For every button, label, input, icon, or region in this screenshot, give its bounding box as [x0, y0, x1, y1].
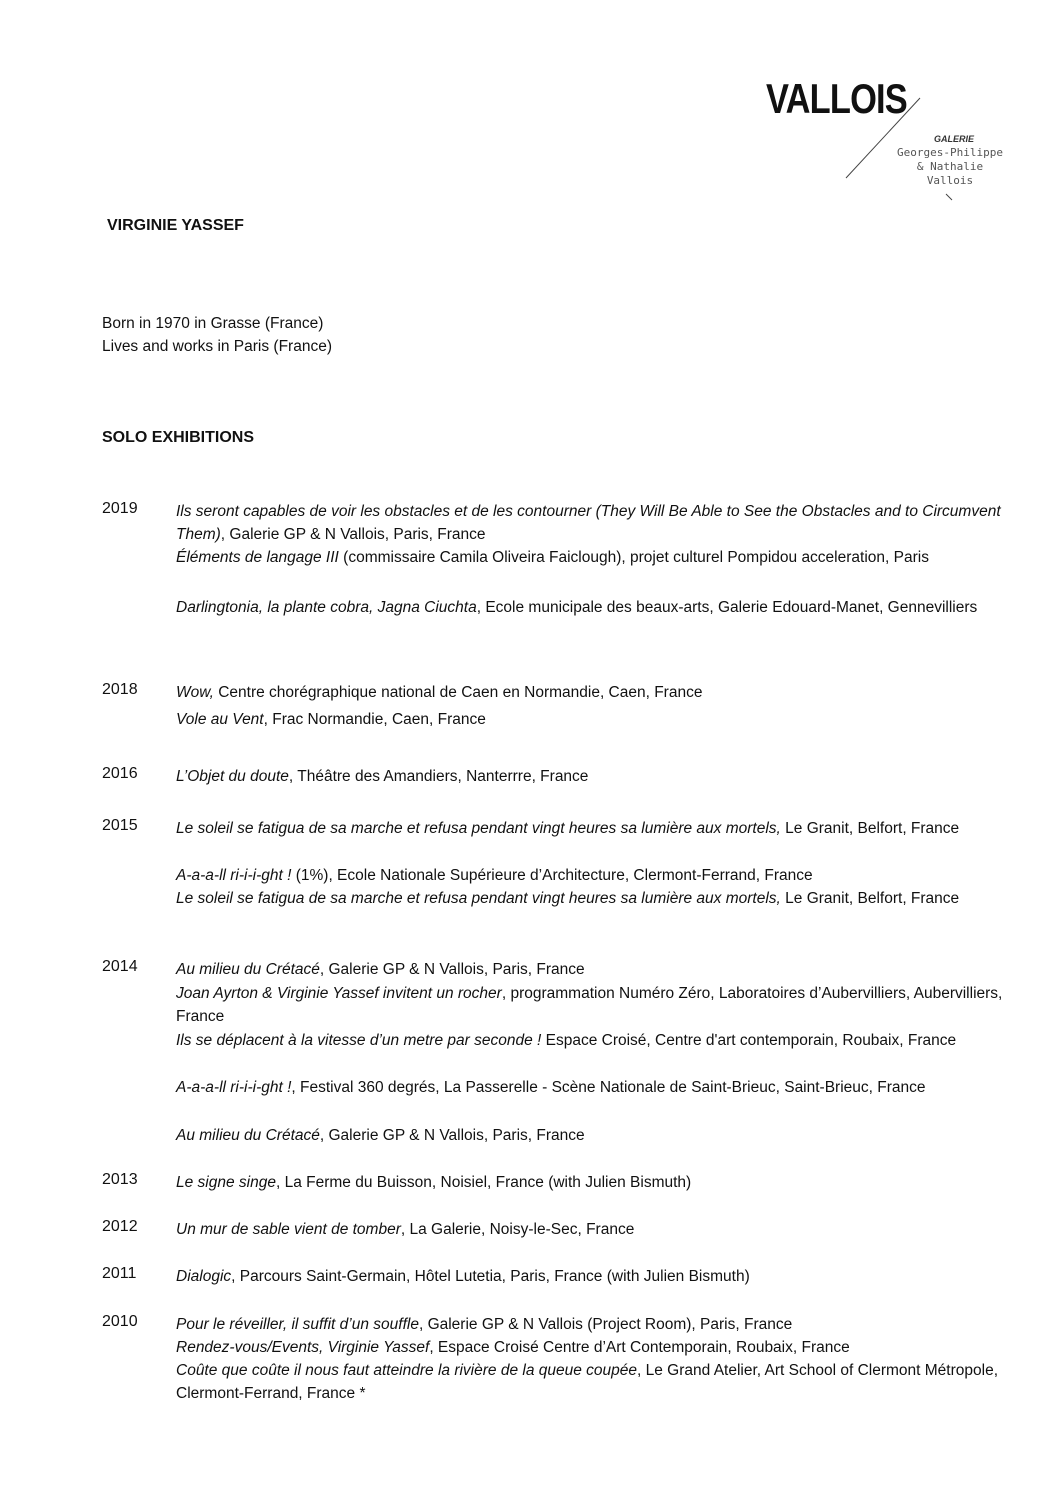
- logo-line-1: Georges-Philippe: [897, 146, 1003, 159]
- exhibition-details: Le Granit, Belfort, France: [780, 820, 960, 837]
- logo-line-2: & Nathalie: [916, 160, 984, 173]
- exhibition-details: , Frac Normandie, Caen, France: [263, 711, 486, 728]
- exhibition-title: Rendez-vous/Events, Virginie Yassef: [176, 1339, 430, 1356]
- exhibition-details: Espace Croisé, Centre d'art contemporain, Roubaix, France: [541, 1032, 957, 1049]
- exhibition-details: (commissaire Camila Oliveira Faiclough), projet culturel Pompidou acceleration, Paris: [338, 549, 929, 566]
- exhibition-entry: [176, 1171, 1031, 1194]
- exhibition-details: , La Ferme du Buisson, Noisiel, France (with Julien Bismuth): [275, 1174, 692, 1191]
- exhibition-title: Au milieu du Crétacé: [176, 1127, 320, 1144]
- exhibition-title: Pour le réveiller, il suffit d’un souffle: [176, 1316, 419, 1333]
- exhibition-entry: [176, 817, 1031, 840]
- exhibition-entry: [176, 1359, 1031, 1406]
- exhibition-title: A-a-a-ll ri-i-i-ght !: [176, 867, 292, 884]
- year-label: 2015: [102, 817, 138, 834]
- exhibition-entry: [176, 958, 1031, 981]
- exhibition-entry: [176, 596, 1031, 619]
- exhibition-details: , Ecole municipale des beaux-arts, Galerie Edouard-Manet, Gennevilliers: [476, 599, 978, 616]
- exhibition-entry: [176, 1313, 1031, 1336]
- exhibition-details: , Galerie GP & N Vallois, Paris, France: [319, 961, 585, 978]
- bio-residence: Lives and works in Paris (France): [102, 338, 332, 355]
- exhibition-details: , Galerie GP & N Vallois, Paris, France: [319, 1127, 585, 1144]
- exhibition-entry: [176, 1336, 1031, 1359]
- exhibition-entry: [176, 681, 1031, 704]
- exhibition-entry: [176, 1029, 1031, 1052]
- exhibition-details: , Galerie GP & N Vallois, Paris, France: [220, 526, 486, 544]
- exhibition-details: , La Galerie, Noisy-le-Sec, France: [400, 1221, 635, 1238]
- year-label: 2011: [102, 1265, 137, 1282]
- artist-name: VIRGINIE YASSEF: [107, 217, 244, 234]
- exhibition-title: Joan Ayrton & Virginie Yassef invitent un rocher: [176, 985, 502, 1002]
- exhibition-details: , Galerie GP & N Vallois (Project Room), Paris, France: [418, 1316, 793, 1333]
- exhibition-title: Wow,: [176, 684, 214, 701]
- exhibition-title: Au milieu du Crétacé: [176, 961, 320, 978]
- exhibition-title: Dialogic: [176, 1268, 232, 1285]
- exhibition-entry: [176, 1218, 1031, 1241]
- exhibition-entry: [176, 982, 1031, 1029]
- exhibition-title: Le signe singe: [176, 1174, 276, 1191]
- exhibition-title: Éléments de langage III: [176, 549, 339, 566]
- exhibition-entry: [176, 1124, 1031, 1147]
- exhibition-details: , Le Grand Atelier, Art School of Clermont Métropole, Clermont-Ferrand, France *: [176, 1362, 999, 1403]
- exhibition-title: Le soleil se fatigua de sa marche et refusa pendant vingt heures sa lumière aux mortels,: [176, 890, 781, 907]
- year-label: 2014: [102, 958, 138, 975]
- logo-brand: VALLOIS: [766, 75, 907, 122]
- exhibition-details: , programmation Numéro Zéro, Laboratoires d’Aubervilliers, Aubervilliers, France: [176, 985, 1003, 1026]
- exhibition-entry: [176, 765, 1031, 788]
- bio-birth: Born in 1970 in Grasse (France): [102, 315, 324, 332]
- exhibition-title: Coûte que coûte il nous faut atteindre la rivière de la queue coupée: [176, 1362, 638, 1379]
- bio: [102, 312, 332, 358]
- exhibition-details: , Espace Croisé Centre d’Art Contemporain, Roubaix, France: [429, 1339, 850, 1356]
- year-label: 2016: [102, 765, 138, 782]
- exhibition-title: Ils se déplacent à la vitesse d’un metre par seconde !: [176, 1032, 542, 1049]
- exhibition-title: Un mur de sable vient de tomber: [176, 1221, 401, 1238]
- exhibition-entry: [176, 546, 1031, 569]
- logo-line-3: Vallois: [926, 174, 974, 187]
- exhibition-title: Ils seront capables de voir les obstacles et de les contourner (They Will Be Able to See the Obstacles and to Circumvent Them): [176, 503, 1001, 544]
- exhibition-entry: [176, 864, 1031, 887]
- exhibition-details: , Festival 360 degrés, La Passerelle - Scène Nationale de Saint-Brieuc, Saint-Brieuc, France: [291, 1079, 926, 1096]
- year-label: 2018: [102, 681, 138, 698]
- exhibition-entry: [176, 1265, 1031, 1288]
- year-label: 2019: [102, 500, 138, 517]
- exhibition-details: Centre chorégraphique national de Caen en Normandie, Caen, France: [213, 684, 703, 701]
- exhibition-details: Le Granit, Belfort, France: [780, 890, 960, 907]
- section-title: SOLO EXHIBITIONS: [102, 429, 255, 446]
- exhibition-title: A-a-a-ll ri-i-i-ght !: [176, 1079, 292, 1096]
- logo-tick-mark: [944, 192, 954, 202]
- year-label: 2010: [102, 1313, 138, 1330]
- exhibition-entry: [176, 1076, 1031, 1099]
- exhibition-entry: [176, 887, 1031, 910]
- exhibition-entry: [176, 500, 1031, 547]
- exhibition-title: Vole au Vent: [176, 711, 264, 728]
- logo-kicker: GALERIE: [934, 134, 975, 144]
- year-label: 2013: [102, 1171, 138, 1188]
- exhibition-details: , Théâtre des Amandiers, Nanterrre, France: [288, 768, 589, 785]
- exhibition-title: L’Objet du doute: [176, 768, 289, 785]
- exhibition-details: , Parcours Saint-Germain, Hôtel Lutetia, Paris, France (with Julien Bismuth): [231, 1268, 750, 1285]
- exhibition-title: Darlingtonia, la plante cobra, Jagna Ciuchta: [176, 599, 477, 616]
- exhibition-details: (1%), Ecole Nationale Supérieure d’Architecture, Clermont-Ferrand, France: [291, 867, 813, 884]
- year-label: 2012: [102, 1218, 138, 1235]
- exhibition-title: Le soleil se fatigua de sa marche et refusa pendant vingt heures sa lumière aux mortels,: [176, 820, 781, 837]
- exhibition-entry: [176, 708, 1031, 731]
